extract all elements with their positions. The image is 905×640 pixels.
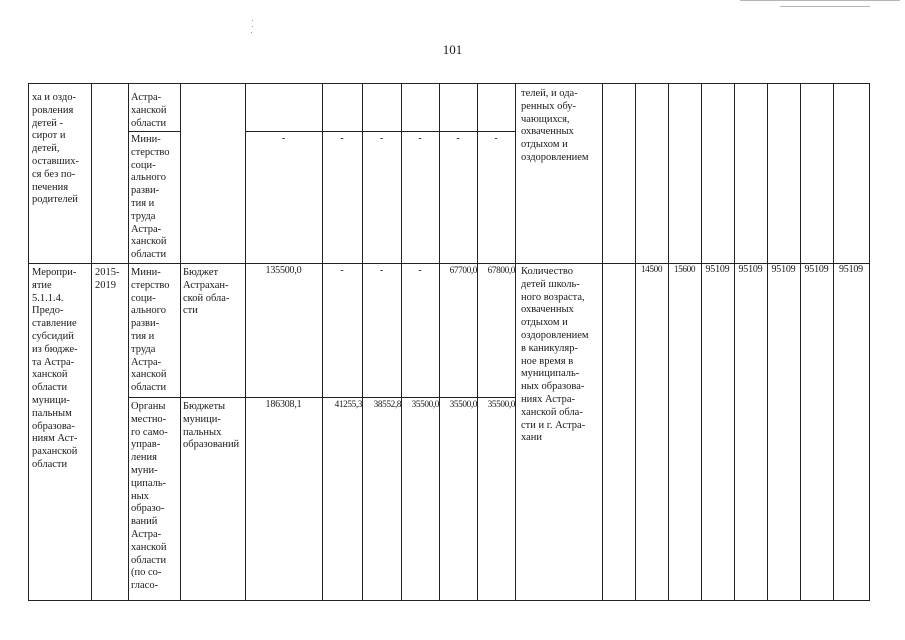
value-cell: - xyxy=(494,133,498,144)
col-line xyxy=(701,83,702,600)
scan-speck xyxy=(252,26,253,27)
target-value-cell: 95109 xyxy=(804,264,829,275)
value-cell: 35500,0 xyxy=(449,400,477,410)
period-cell: 2015- 2019 xyxy=(95,267,120,291)
value-cell: 135500,0 xyxy=(265,265,302,276)
event-name-cell: ха и оздо- ровления детей - сирот и детей, оставших- ся без по- печения родителей xyxy=(32,92,79,206)
row-line xyxy=(128,131,180,132)
value-cell: 67700,0 xyxy=(449,266,477,276)
event-name-cell: Меропри- ятие 5.1.1.4. Предо- ставление субсидий из бюдже- та Астра- ханской области муници- пальным образова- ниям Аст- раханской области xyxy=(32,267,78,470)
col-line xyxy=(515,83,516,600)
value-cell: - xyxy=(379,265,384,276)
scan-artifact-top-line xyxy=(740,0,900,1)
col-line xyxy=(635,83,636,600)
executor-cell: Астра- ханской области xyxy=(131,92,167,129)
col-line xyxy=(767,83,768,600)
value-cell: - xyxy=(418,265,422,276)
value-cell: - xyxy=(340,265,344,276)
col-line xyxy=(91,83,92,600)
executor-cell: Мини- стерство соци- ального разви- тия и труда Астра- ханской области xyxy=(131,134,170,261)
target-value-cell: 14500 xyxy=(640,265,663,275)
col-line xyxy=(602,83,603,600)
indicator-cell: Количество детей школь- ного возраста, охваченных отдыхом и оздоровлением в каникуляр- ное время в муниципаль- ных образова- ниях Астра- ханской обла- сти и г. Астра- хани xyxy=(521,266,589,444)
value-cell: - xyxy=(340,133,344,144)
col-line xyxy=(439,83,440,600)
scan-speck xyxy=(251,32,252,33)
funding-source-cell: Бюджеты муници- пальных образований xyxy=(183,401,240,451)
indicator-cell: телей, и ода- ренных обу- чающихся, охваченных отдыхом и оздоровлением xyxy=(521,88,589,163)
value-cell: - xyxy=(418,133,422,144)
col-line xyxy=(833,83,834,600)
executor-cell: Мини- стерство соци- ального разви- тия и труда Астра- ханской области xyxy=(131,267,170,394)
value-cell: - xyxy=(281,133,286,144)
table-border-right xyxy=(869,83,870,600)
funding-source-cell: Бюджет Астрахан- ской обла- сти xyxy=(183,267,230,317)
table-border-bottom xyxy=(28,600,870,601)
value-cell: 41255,3 xyxy=(334,400,362,410)
col-line xyxy=(128,83,129,600)
row-line xyxy=(245,131,515,132)
col-line xyxy=(322,83,323,600)
value-cell: 35500,0 xyxy=(487,400,515,410)
value-cell: 35500,0 xyxy=(411,400,439,410)
col-line xyxy=(180,83,181,600)
col-line xyxy=(668,83,669,600)
scan-artifact-short-line xyxy=(780,6,870,7)
target-value-cell: 15600 xyxy=(673,265,696,275)
value-cell: - xyxy=(379,133,384,144)
scan-speck xyxy=(252,20,253,21)
col-line xyxy=(800,83,801,600)
value-cell: 67800,0 xyxy=(487,266,515,276)
page-number: 101 xyxy=(442,42,463,57)
table-border-left xyxy=(28,83,29,600)
value-cell: - xyxy=(456,133,460,144)
col-line xyxy=(245,83,246,600)
table-border-top xyxy=(28,83,870,84)
target-value-cell: 95109 xyxy=(838,264,863,275)
row-line xyxy=(128,397,515,398)
col-line xyxy=(401,83,402,600)
target-value-cell: 95109 xyxy=(705,264,730,275)
target-value-cell: 95109 xyxy=(738,264,763,275)
col-line xyxy=(477,83,478,600)
value-cell: 186308,1 xyxy=(265,399,302,410)
value-cell: 38552,8 xyxy=(373,400,401,410)
executor-cell: Органы местно- го само- управ- ления муни- ципаль- ных образо- ваний Астра- ханской области (по со- гласо- xyxy=(131,401,168,592)
col-line xyxy=(362,83,363,600)
col-line xyxy=(734,83,735,600)
target-value-cell: 95109 xyxy=(771,264,796,275)
